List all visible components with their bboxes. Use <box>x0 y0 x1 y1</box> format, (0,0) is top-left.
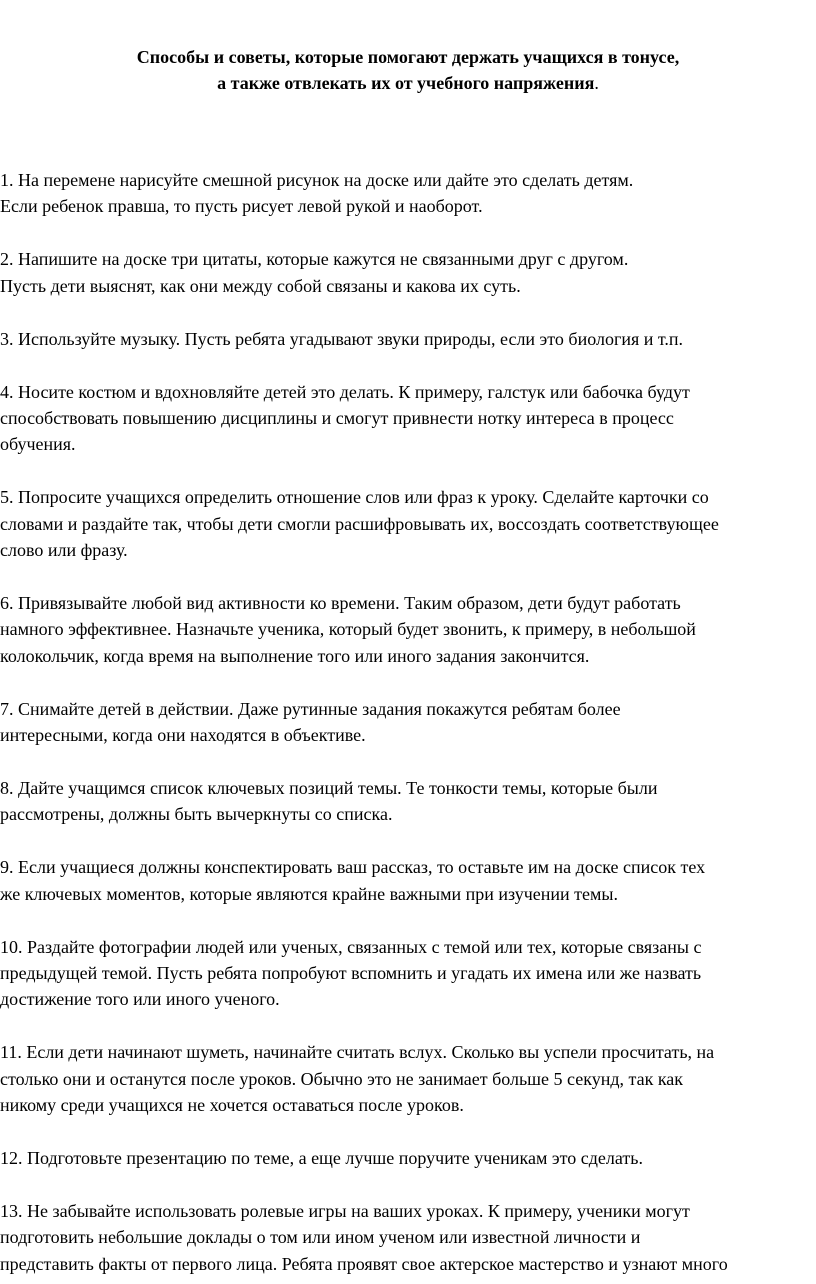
title-line-2-text: а также отвлекать их от учебного напряжения <box>217 73 595 93</box>
title-line-1: Способы и советы, которые помогают держать учащихся в тонусе, <box>136 47 680 67</box>
list-item-line: намного эффективнее. Назначьте ученика, который будет звонить, к примеру, в небольшой <box>0 619 696 640</box>
list-item-line: Если ребенок правша, то пусть рисует левой рукой и наоборот. <box>0 196 483 217</box>
list-item-line: 4. Носите костюм и вдохновляйте детей это делать. К примеру, галстук или бабочка будут <box>0 381 690 402</box>
list-item <box>0 1039 812 1118</box>
list-item <box>0 1145 812 1171</box>
list-item-line: 8. Дайте учащимся список ключевых позиций темы. Те тонкости темы, которые были <box>0 778 658 798</box>
list-item-line: 1. На перемене нарисуйте смешной рисунок на доске или дайте это сделать детям. <box>0 170 634 190</box>
list-item <box>0 484 812 563</box>
list-item <box>0 590 812 669</box>
list-item-line: интересными, когда они находятся в объективе. <box>0 725 366 746</box>
list-item <box>0 934 812 1013</box>
list-item <box>0 246 812 299</box>
list-item-line: 2. Напишите на доске три цитаты, которые кажутся не связанными друг с другом. <box>0 249 629 270</box>
list-item-line: 13. Не забывайте использовать ролевые игры на ваших уроках. К примеру, ученики могут <box>0 1200 690 1221</box>
list-item-line: 5. Попросите учащихся определить отношение слов или фраз к уроку. Сделайте карточки со <box>0 487 709 508</box>
title-line-2 <box>0 70 816 96</box>
list-item-line: 9. Если учащиеся должны конспектировать ваш рассказ, то оставьте им на доске список тех <box>0 857 706 878</box>
list-item-line: 3. Используйте музыку. Пусть ребята угадывают звуки природы, если это биология и т.п. <box>0 328 684 349</box>
list-item-line: 12. Подготовьте презентацию по теме, а еще лучше поручите ученикам это сделать. <box>0 1148 643 1169</box>
list-item <box>0 854 812 907</box>
list-item-line: словами и раздайте так, чтобы дети смогли расшифровывать их, воссоздать соответствующее <box>0 513 719 534</box>
list-item-line: рассмотрены, должны быть вычеркнуты со списка. <box>0 804 393 825</box>
list-item-line: предыдущей темой. Пусть ребята попробуют вспомнить и угадать их имена или же назвать <box>0 963 702 984</box>
document-title <box>0 44 816 96</box>
list-item-line: представить факты от первого лица. Ребята проявят свое актерское мастерство и узнают много <box>0 1253 728 1274</box>
list-item-line: 6. Привязывайте любой вид активности ко времени. Таким образом, дети будут работать <box>0 592 681 613</box>
list-item-line: подготовить небольшие доклады о том или ином ученом или известной личности и <box>0 1227 641 1248</box>
list-item-line: 11. Если дети начинают шуметь, начинайте считать вслух. Сколько вы успели просчитать, на <box>0 1042 715 1063</box>
list-item <box>0 167 812 220</box>
list-item-line: столько они и останутся после уроков. Обычно это не занимает больше 5 секунд, так как <box>0 1068 684 1089</box>
list-item <box>0 1198 812 1277</box>
list-item-line: Пусть дети выяснят, как они между собой связаны и какова их суть. <box>0 275 521 296</box>
list-item-line: никому среди учащихся не хочется оставаться после уроков. <box>0 1095 464 1116</box>
list-item <box>0 379 812 458</box>
title-line-2-period: . <box>594 73 599 93</box>
list-item-line: способствовать повышению дисциплины и смогут привнести нотку интереса в процесс <box>0 407 674 428</box>
list-item-line: колокольчик, когда время на выполнение того или иного задания закончится. <box>0 645 590 666</box>
tips-list <box>0 167 812 1284</box>
list-item-line: обучения. <box>0 434 76 455</box>
list-item <box>0 326 812 352</box>
list-item-line: же ключевых моментов, которые являются крайне важными при изучении темы. <box>0 883 619 904</box>
list-item-line: достижение того или иного ученого. <box>0 989 280 1010</box>
list-item-line: слово или фразу. <box>0 540 128 561</box>
list-item-line: 7. Снимайте детей в действии. Даже рутинные задания покажутся ребятам более <box>0 698 621 719</box>
list-item <box>0 775 812 828</box>
list-item <box>0 696 812 749</box>
list-item-line: 10. Раздайте фотографии людей или ученых, связанных с темой или тех, которые связаны с <box>0 936 702 957</box>
